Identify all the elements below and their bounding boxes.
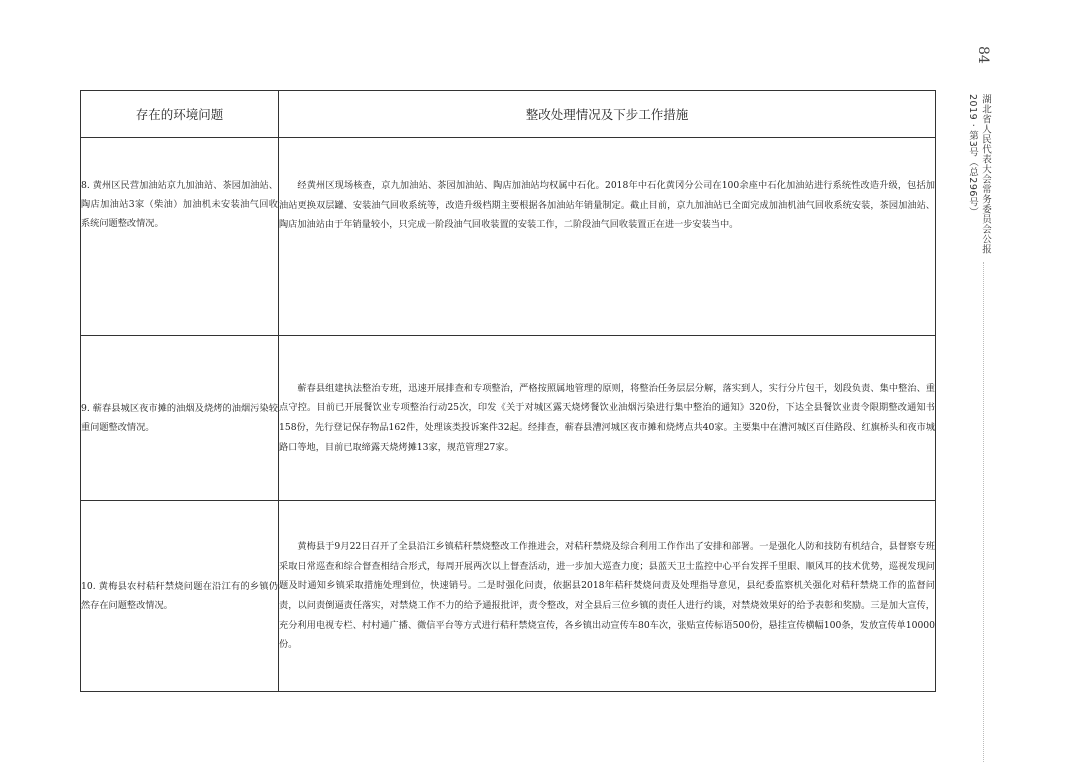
measure-cell: 黄梅县于9月22日召开了全县沿江乡镇秸秆禁烧整改工作推进会，对秸秆禁烧及综合利用工作作出了安排和部署。一是强化人防和技防有机结合，县督察专班采取日常巡查和综合督查相结合形式，每周开展两次以上督查活动，进一步加大巡查力度；县蓝天卫士监控中心平台发挥千里眼、顺风耳的技术优势，巡视发现问题及时通知乡镇采取措施处理到位，快速销号。二是时强化问责，依据县2018年秸秆焚烧问责及处理指导意见，县纪委监察机关强化对秸秆禁烧工作的监督问责，以问责倒逼责任落实，对禁烧工作不力的给予通报批评，责令整改，对全县后三位乡镇的责任人进行约谈，对禁烧效果好的给予表彰和奖励。三是加大宣传，充分利用电视专栏、村村通广播、微信平台等方式进行秸秆禁烧宣传，各乡镇出动宣传车80车次，张贴宣传标语500份，悬挂宣传横幅100条，发放宣传单10000份。 xyxy=(279,501,936,692)
journal-running-header xyxy=(966,94,992,254)
journal-issue: 2019 · 第3号（总296号） xyxy=(967,94,978,217)
header-issue: 存在的环境问题 xyxy=(81,91,279,138)
issue-cell: 8. 黄州区民营加油站京九加油站、茶园加油站、陶店加油站3家（柴油）加油机未安装油气回收系统问题整改情况。 xyxy=(81,138,279,336)
journal-title: 湖北省人民代表大会常务委员会公报 xyxy=(980,94,991,254)
measure-cell: 蕲春县组建执法整治专班，迅速开展排查和专项整治，严格按照属地管理的原则，将整治任务层层分解，落实到人，实行分片包干，划段负责、集中整治、重点守控。目前已开展餐饮业专项整治行动25次，印发《关于对城区露天烧烤餐饮业油烟污染进行集中整治的通知》320份，下达全县餐饮业责令限期整改通知书158份，先行登记保存物品162件，处理该类投诉案件32起。经排查，蕲春县漕河城区夜市摊和烧烤点共40家。主要集中在漕河城区百佳路段、红旗桥头和夜市城路口等地，目前已取缔露天烧烤摊13家，规范管理27家。 xyxy=(279,336,936,501)
issue-cell: 10. 黄梅县农村秸秆禁烧问题在沿江有的乡镇仍然存在问题整改情况。 xyxy=(81,501,279,692)
table-row xyxy=(81,336,936,501)
table-header-row xyxy=(81,91,936,138)
measure-cell: 经黄州区现场核查，京九加油站、茶园加油站、陶店加油站均权属中石化。2018年中石化黄冈分公司在100余座中石化加油站进行系统性改造升级，包括加油站更换双层罐、安装油气回收系统等，改造升级档期主要根据各加油站年销量制定。截止目前，京九加油站已全面完成加油机油气回收系统安装，茶园加油站、陶店加油站由于年销量较小，只完成一阶段油气回收装置的安装工作，二阶段油气回收装置正在进一步安装当中。 xyxy=(279,138,936,336)
page-number: 84 xyxy=(975,46,991,64)
table-row xyxy=(81,501,936,692)
header-measure: 整改处理情况及下步工作措施 xyxy=(279,91,936,138)
issue-cell: 9. 蕲春县城区夜市摊的油烟及烧烤的油烟污染较重问题整改情况。 xyxy=(81,336,279,501)
margin-divider xyxy=(983,262,984,762)
table-row xyxy=(81,138,936,336)
rectification-table xyxy=(80,90,936,692)
